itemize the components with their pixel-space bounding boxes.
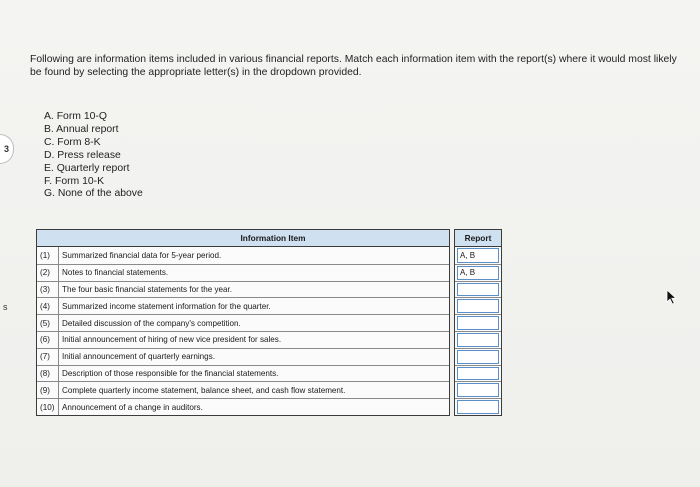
- report-row: [455, 365, 501, 382]
- table-row: [37, 281, 449, 298]
- report-row: [455, 381, 501, 398]
- row-number: (2): [37, 265, 59, 281]
- information-item-text: Summarized financial data for 5-year period.: [62, 250, 222, 260]
- report-answer-input[interactable]: [457, 316, 499, 330]
- information-item-text: Initial announcement of hiring of new vice president for sales.: [62, 335, 282, 345]
- information-item-text: Announcement of a change in auditors.: [62, 402, 203, 412]
- option-b: B. Annual report: [44, 123, 119, 135]
- report-row: [455, 331, 501, 348]
- row-number: (1): [37, 247, 59, 264]
- report-answer-input[interactable]: [457, 383, 499, 397]
- report-row: [455, 398, 501, 415]
- report-row: [455, 247, 501, 264]
- report-answer-input[interactable]: [457, 350, 499, 364]
- option-d: D. Press release: [44, 149, 121, 161]
- row-number: (8): [37, 366, 59, 382]
- option-e: E. Quarterly report: [44, 162, 130, 174]
- information-item-text: Notes to financial statements.: [62, 268, 169, 278]
- table-row: [37, 365, 449, 382]
- information-item-text: The four basic financial statements for the year.: [62, 284, 233, 294]
- option-g: G. None of the above: [44, 188, 143, 200]
- table-row: [37, 398, 449, 415]
- report-answer-input[interactable]: [457, 333, 499, 347]
- report-answer-input[interactable]: [457, 283, 499, 297]
- option-a: A. Form 10-Q: [44, 111, 107, 122]
- row-number: (6): [37, 332, 59, 348]
- information-item-text: Complete quarterly income statement, balance sheet, and cash flow statement.: [62, 385, 346, 395]
- row-number: (3): [37, 282, 59, 298]
- option-f: F. Form 10-K: [44, 175, 105, 187]
- row-number: (10): [37, 399, 59, 415]
- information-item-text: Initial announcement of quarterly earnings.: [62, 352, 215, 362]
- table-row: [37, 297, 449, 314]
- information-item-text: Detailed discussion of the company's competition.: [62, 318, 241, 328]
- side-tab-label: 3: [3, 144, 9, 154]
- row-number: (7): [37, 349, 59, 365]
- row-number: (5): [37, 315, 59, 331]
- side-question-tab[interactable]: [0, 134, 14, 164]
- information-item-table: [36, 229, 450, 416]
- option-c: C. Form 8-K: [44, 136, 101, 148]
- table-row: [37, 264, 449, 281]
- row-number: (9): [37, 382, 59, 398]
- table-row: [37, 381, 449, 398]
- question-instructions: Following are information items included in various financial reports. Match each information item with the report(s) where it would most likely be found by selecting the appropriate letter(s) in the dropdown provided.: [30, 54, 677, 78]
- table-row: [37, 331, 449, 348]
- report-answer-input[interactable]: A, B: [457, 266, 499, 280]
- table-row: [37, 348, 449, 365]
- report-header: Report: [455, 230, 501, 247]
- report-options-list: [44, 111, 143, 201]
- information-item-text: Description of those responsible for the financial statements.: [62, 368, 279, 378]
- table-row: [37, 314, 449, 331]
- report-answer-input[interactable]: [457, 400, 499, 414]
- report-answer-input[interactable]: [457, 367, 499, 381]
- row-number: (4): [37, 298, 59, 314]
- report-answer-input[interactable]: A, B: [457, 248, 499, 263]
- report-row: [455, 281, 501, 298]
- mouse-pointer-icon: [666, 289, 678, 305]
- report-row: [455, 297, 501, 314]
- information-item-text: Summarized income statement information for the quarter.: [62, 301, 271, 311]
- report-answer-table: [454, 229, 502, 416]
- table-row: [37, 247, 449, 264]
- report-answer-input[interactable]: [457, 299, 499, 313]
- report-row: [455, 264, 501, 281]
- side-mark: s: [3, 302, 8, 312]
- report-row: [455, 348, 501, 365]
- information-item-header: Information Item: [37, 230, 449, 247]
- report-row: [455, 314, 501, 331]
